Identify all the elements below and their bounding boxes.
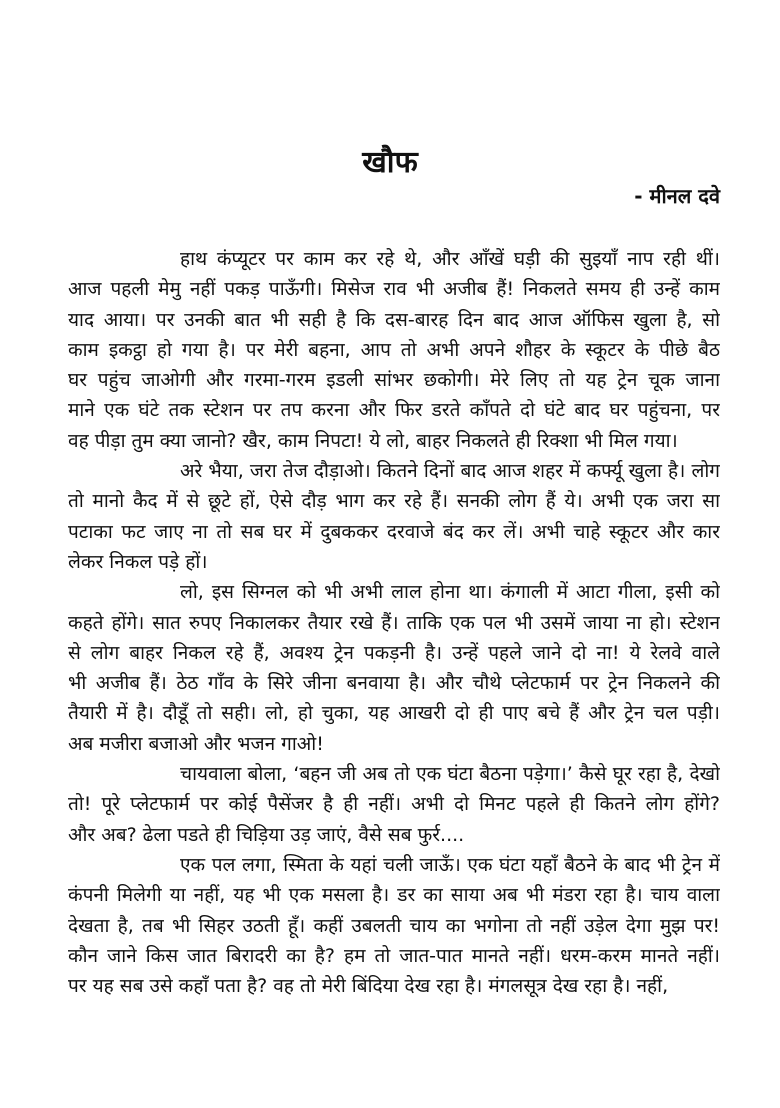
- paragraph-line: अरे भैया, जरा तेज दौड़ाओ। कितने दिनों बाद आज शहर में कर्फ्यू खुला है। लोग: [180, 460, 720, 483]
- paragraph-line: वह पीड़ा तुम क्या जानो? खैर, काम निपटा! ये लो, बाहर निकलते ही रिक्शा भी मिल गया।: [68, 429, 678, 452]
- paragraph-line: आज पहली मेमु नहीं पकड़ पाऊँगी। मिसेज राव भी अजीब हैं! निकलते समय ही उन्हें काम: [68, 278, 720, 301]
- paragraph-line: एक पल लगा, स्मिता के यहां चली जाऊँ। एक घंटा यहाँ बैठने के बाद भी ट्रेन में: [180, 853, 720, 876]
- story-title: खौफ: [362, 145, 418, 180]
- paragraph-line: कहते होंगे। सात रुपए निकालकर तैयार रखे हैं। ताकि एक पल भी उसमें जाया ना हो। स्टेशन: [68, 611, 720, 634]
- paragraph-line: पर यह सब उसे कहाँ पता है? वह तो मेरी बिंदिया देख रहा है। मंगलसूत्र देख रहा है। नहीं,: [68, 975, 669, 998]
- paragraph-line: देखता है, तब भी सिहर उठती हूँ। कहीं उबलती चाय का भगोना तो नहीं उड़ेल देगा मुझ पर!: [68, 914, 720, 937]
- paragraph-line: भी अजीब हैं। ठेठ गाँव के सिरे जीना बनवाया है। और चौथे प्लेटफार्म पर ट्रेन निकलने की: [68, 672, 720, 695]
- paragraph-line: पटाका फट जाए ना तो सब घर में दुबककर दरवाजे बंद कर लें। अभी चाहे स्कूटर और कार: [68, 520, 720, 543]
- paragraph-line: तैयारी में है। दौडूँ तो सही। लो, हो चुका, यह आखरी दो ही पाए बचे हैं और ट्रेन चल पड़ी।: [68, 702, 720, 725]
- paragraph-line: घर पहुंच जाओगी और गरमा-गरम इडली सांभर छकोगी। मेरे लिए तो यह ट्रेन चूक जाना: [68, 369, 720, 392]
- paragraph-line: लो, इस सिग्नल को भी अभी लाल होना था। कंगाली में आटा गीला, इसी को: [180, 581, 720, 604]
- paragraph-line: कौन जाने किस जात बिरादरी का है? हम तो जात-पात मानते नहीं। धरम-करम मानते नहीं।: [68, 944, 720, 967]
- paragraph-line: और अब? ढेला पडते ही चिड़िया उड़ जाएं, वैसे सब फुर्र....: [68, 823, 465, 846]
- paragraph-line: अब मजीरा बजाओ और भजन गाओ!: [68, 732, 324, 755]
- paragraph-line: हाथ कंप्यूटर पर काम कर रहे थे, और आँखें घड़ी की सुइयाँ नाप रही थीं।: [180, 248, 720, 270]
- paragraph-line: से लोग बाहर निकल रहे हैं, अवश्य ट्रेन पकड़नी है। उन्हें पहले जाने दो ना! ये रेलवे वाले: [68, 641, 720, 664]
- paragraph-line: चायवाला बोला, ‘बहन जी अब तो एक घंटा बैठना पड़ेगा।’ कैसे घूर रहा है, देखो: [180, 763, 720, 786]
- paragraph-line: काम इकट्ठा हो गया है। पर मेरी बहना, आप तो अभी अपने शौहर के स्कूटर के पीछे बैठ: [68, 338, 720, 361]
- paragraph-line: लेकर निकल पड़े हों।: [68, 550, 208, 573]
- paragraph-line: तो! पूरे प्लेटफार्म पर कोई पैसेंजर है ही नहीं। अभी दो मिनट पहले ही कितने लोग होंगे?: [68, 793, 720, 816]
- paragraph-line: याद आया। पर उनकी बात भी सही है कि दस-बारह दिन बाद आज ऑफिस खुला है, सो: [68, 308, 720, 331]
- story-body: [68, 244, 720, 1001]
- paragraph-line: माने एक घंटे तक स्टेशन पर तप करना और फिर डरते काँपते दो घंटे बाद घर पहुंचना, पर: [68, 399, 720, 422]
- author-name: - मीनल दवे: [634, 184, 720, 208]
- paragraph-line: तो मानो कैद में से छूटे हों, ऐसे दौड़ भाग कर रहे हैं। सनकी लोग हैं ये। अभी एक जरा सा: [68, 490, 720, 513]
- paragraph-line: कंपनी मिलेगी या नहीं, यह भी एक मसला है। डर का साया अब भी मंडरा रहा है। चाय वाला: [68, 884, 720, 907]
